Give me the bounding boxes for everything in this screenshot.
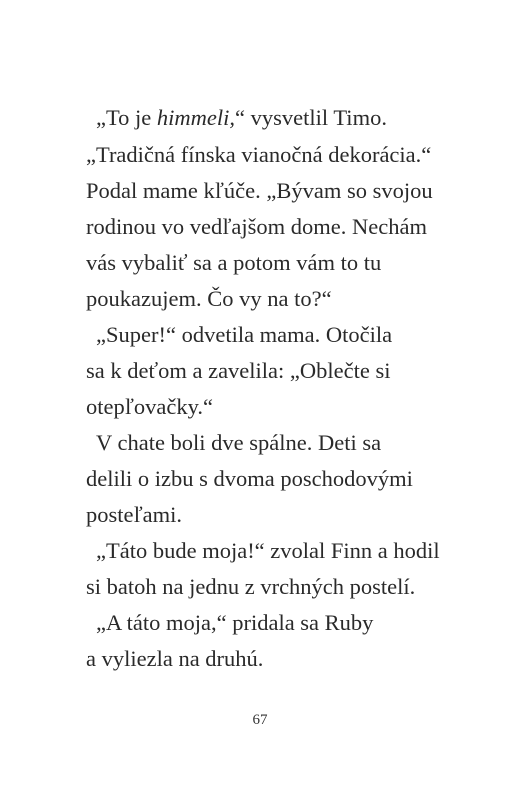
text-line-10: V chate boli dve spálne. Deti sa — [96, 430, 382, 455]
line-1-start: „To je — [96, 105, 157, 130]
text-line-4: rodinou vo vedľajšom dome. Nechám — [86, 214, 427, 239]
text-line-7: „Super!“ odvetila mama. Otočila — [96, 322, 393, 347]
text-line-2: „Tradičná fínska vianočná dekorácia.“ — [86, 142, 432, 167]
text-line-8: sa k deťom a zavelila: „Oblečte si — [86, 358, 391, 383]
text-line-13: „Táto bude moja!“ zvolal Finn a hodil — [96, 538, 440, 563]
text-line-1 — [96, 104, 387, 132]
text-line-16: a vyliezla na druhú. — [86, 646, 264, 671]
text-line-9: otepľovačky.“ — [86, 394, 214, 419]
text-line-12: posteľami. — [86, 502, 182, 527]
text-line-11: delili o izbu s dvoma poschodovými — [86, 466, 413, 491]
page-number: 67 — [252, 712, 268, 728]
text-line-3: Podal mame kľúče. „Bývam so svojou — [86, 178, 433, 203]
text-line-5: vás vybaliť sa a potom vám to tu — [86, 250, 382, 275]
text-line-15: „A táto moja,“ pridala sa Ruby — [96, 610, 374, 635]
text-line-14: si batoh na jednu z vrchných postelí. — [86, 574, 416, 599]
italic-word: himmeli, — [156, 105, 236, 130]
line-1-end: “ vysvetlil Timo. — [235, 105, 387, 130]
text-line-6: poukazujem. Čo vy na to?“ — [86, 286, 332, 311]
